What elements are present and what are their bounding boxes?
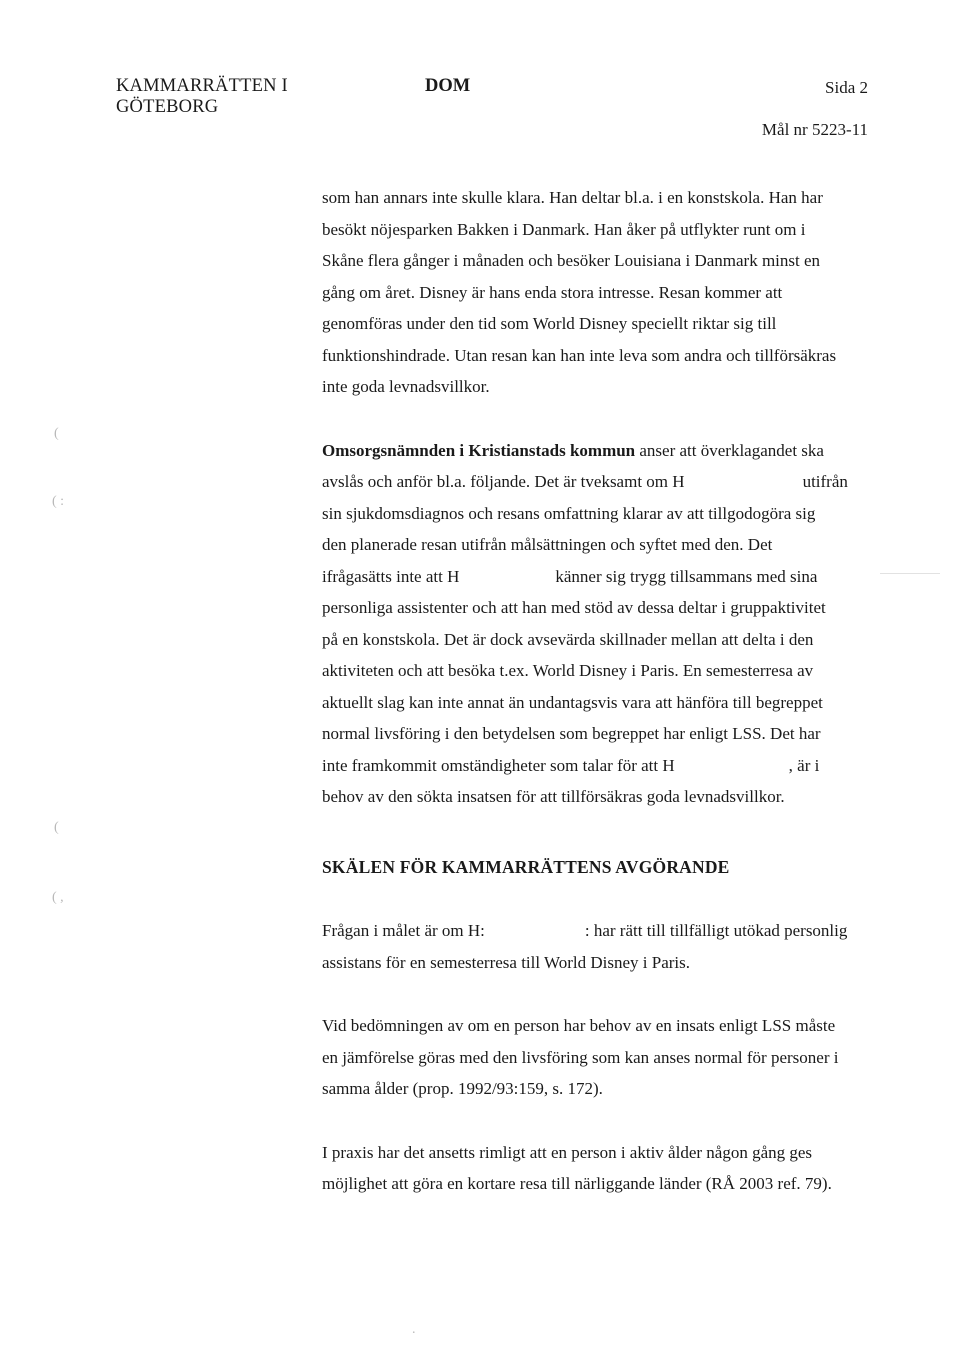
paragraph-4	[322, 1010, 872, 1105]
document-body	[322, 182, 872, 1200]
text-line: som han annars inte skulle klara. Han deltar bl.a. i en konstskola. Han har	[322, 188, 823, 207]
paragraph-gap	[322, 883, 872, 914]
text-line: Vid bedömningen av om en person har behov av en insats enligt LSS måste	[322, 1016, 836, 1035]
text-line: känner sig trygg tillsammans med sina	[555, 566, 818, 586]
court-name-line2: GÖTEBORG	[116, 97, 219, 117]
text-line: aktuellt slag kan inte annat än undantagsvis vara att hänföra till begreppet	[322, 692, 823, 712]
text-line: möjlighet att göra en kortare resa till närliggande länder (RÅ 2003 ref. 79).	[322, 1174, 832, 1193]
document-type: DOM	[425, 76, 471, 96]
paragraph-5	[322, 1137, 872, 1200]
paragraph-gap	[322, 813, 872, 844]
text-line: ifrågasätts inte att H	[322, 566, 460, 586]
scan-mark: .	[412, 1322, 416, 1337]
paragraph-gap	[322, 403, 872, 435]
text-line: genomföras under den tid som World Disney speciellt riktar sig till	[322, 314, 777, 333]
paragraph-gap	[322, 1105, 872, 1136]
text-line: gång om året. Disney är hans enda stora intresse. Resan kommer att	[322, 282, 783, 302]
paragraph-1	[322, 182, 872, 403]
paragraph-gap	[322, 978, 872, 1009]
text-line: sin sjukdomsdiagnos och resans omfattning klarar av att tillgodogöra sig	[322, 503, 816, 523]
party-name: Omsorgsnämnden i Kristianstads kommun	[322, 440, 636, 460]
text-line: besökt nöjesparken Bakken i Danmark. Han åker på utflykter runt om i	[322, 219, 806, 239]
text-line: : har rätt till tillfälligt utökad personlig	[584, 921, 848, 940]
text-line: utifrån	[802, 472, 848, 491]
scan-mark: ( ,	[52, 890, 64, 905]
page-number: Sida 2	[825, 78, 868, 97]
court-name-line1: KAMMARRÄTTEN I	[116, 76, 288, 96]
paragraph-3	[322, 915, 872, 978]
text-line: aktiviteten och att besöka t.ex. World Disney i Paris. En semesterresa av	[322, 661, 814, 680]
text-line: anser att överklagandet ska	[635, 440, 824, 460]
text-line: funktionshindrade. Utan resan kan han inte leva som andra och tillförsäkras	[322, 345, 837, 365]
text-line: I praxis har det ansetts rimligt att en person i aktiv ålder någon gång ges	[322, 1142, 813, 1162]
scan-mark: ( :	[52, 494, 65, 509]
scan-artifact-line	[880, 573, 940, 574]
case-number: Mål nr 5223-11	[761, 120, 868, 139]
text-line: en jämförelse göras med den livsföring som kan anses normal för personer i	[322, 1047, 839, 1067]
text-line: normal livsföring i den betydelsen som begreppet har enligt LSS. Det har	[322, 724, 821, 743]
text-line: behov av den sökta insatsen för att tillförsäkras goda levnadsvillkor.	[322, 787, 785, 806]
text-line: avslås och anför bl.a. följande. Det är tveksamt om H	[322, 472, 685, 491]
text-line: inte goda levnadsvillkor.	[322, 377, 490, 396]
text-line: samma ålder (prop. 1992/93:159, s. 172).	[322, 1079, 603, 1098]
text-line: assistans för en semesterresa till World Disney i Paris.	[322, 952, 690, 972]
court-name	[116, 76, 288, 118]
text-line: , är i	[788, 755, 820, 775]
text-line: på en konstskola. Det är dock avsevärda skillnader mellan att delta i den	[322, 629, 814, 649]
section-heading: SKÄLEN FÖR KAMMARRÄTTENS AVGÖRANDE	[322, 856, 730, 877]
text-line: Skåne flera gånger i månaden och besöker Louisiana i Danmark minst en	[322, 251, 821, 270]
text-line: Frågan i målet är om H:	[322, 921, 485, 940]
paragraph-2	[322, 435, 872, 813]
scan-mark: (	[54, 820, 59, 835]
text-line: inte framkommit omständigheter som talar för att H	[322, 755, 675, 775]
text-line: personliga assistenter och att han med stöd av dessa deltar i gruppaktivitet	[322, 598, 826, 617]
scan-mark: (	[54, 426, 59, 441]
text-line: den planerade resan utifrån målsättningen och syftet med den. Det	[322, 535, 773, 554]
